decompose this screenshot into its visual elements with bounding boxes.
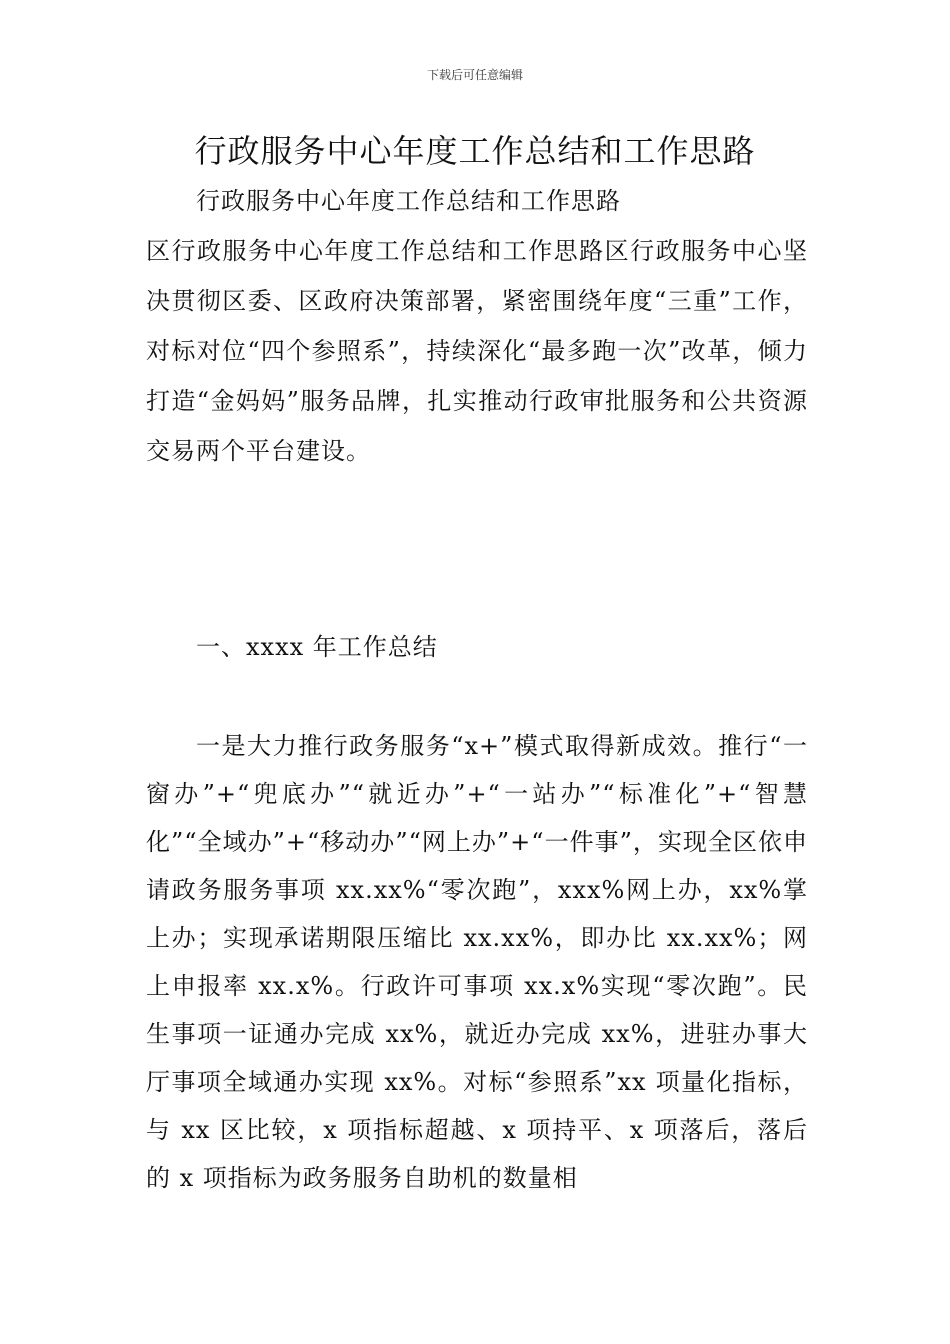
body-paragraph: 一是大力推行政务服务“x+”模式取得新成效。推行“一窗办”+“兜底办”“就近办”+“一站办”“标准化”+“智慧化”“全域办”+“移动办”“网上办”+“一件事”，实现全区依申请政务服务事项 xx.xx%“零次跑”，xxx%网上办，xx%掌上办；实现承诺期限压缩比 xx.xx%，即办比 xx.xx%；网上申报率 xx.x%。行政许可事项 xx.x%实现“零次跑”。民生事项一证通办完成 xx%，就近办完成 xx%，进驻办事大厅事项全域通办实现 xx%。对标“参照系”xx 项量化指标，与 xx 区比较，x 项指标超越、x 项持平、x 项落后，落后的 x 项指标为政务服务自助机的数量相 xyxy=(146,732,808,1192)
document-subtitle: 行政服务中心年度工作总结和工作思路 xyxy=(196,187,621,215)
section-heading: 一、xxxx 年工作总结 xyxy=(196,633,438,661)
document-title: 行政服务中心年度工作总结和工作思路 xyxy=(194,132,756,170)
download-note: 下载后可任意编辑 xyxy=(426,68,523,82)
intro-paragraph: 区行政服务中心年度工作总结和工作思路区行政服务中心坚决贯彻区委、区政府决策部署，紧密围绕年度“三重”工作，对标对位“四个参照系”，持续深化“最多跑一次”改革，倾力打造“金妈妈”服务品牌，扎实推动行政审批服务和公共资源交易两个平台建设。 xyxy=(146,237,808,465)
